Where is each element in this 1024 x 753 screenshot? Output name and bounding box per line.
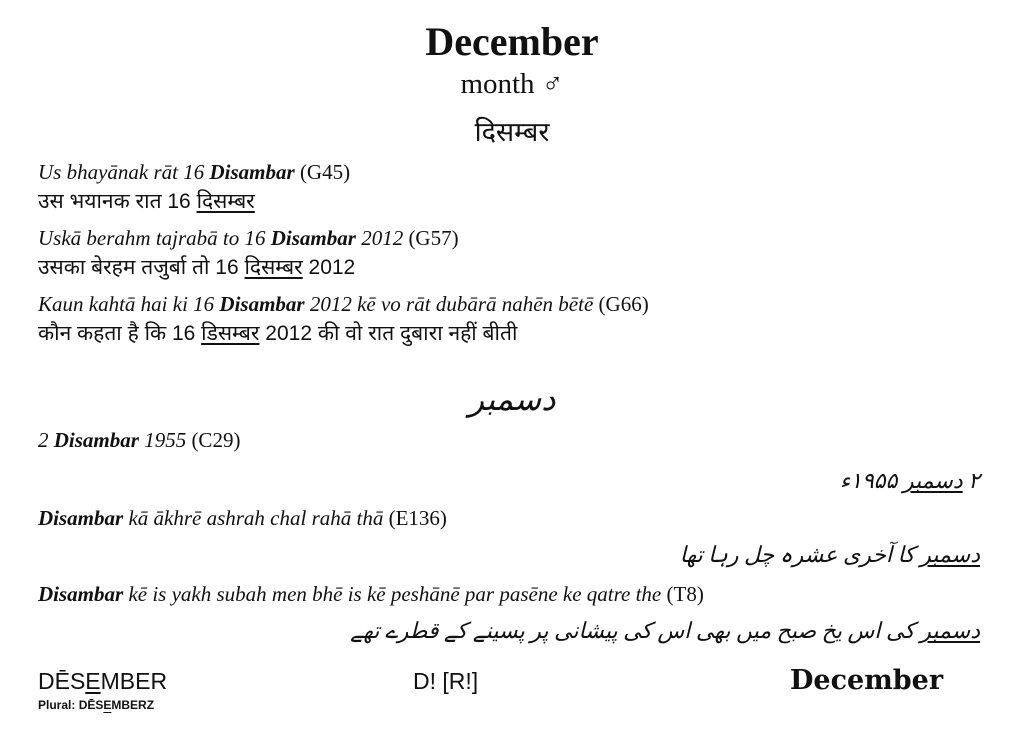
urdu-example-transliteration: Disambar kē is yakh subah men bhē is kē peshānē par pasēne ke qatre the (T8) — [38, 582, 704, 606]
example-devanagari: कौन कहता है कि 16 डिसम्बर 2012 की वो रात दुबारा नहीं बीती — [38, 322, 518, 345]
urdu-example-text: دسمبر کی اس یخ صبح میں بھی اس کی پیشانی پر پسینے کے قطرے تھے — [350, 618, 980, 643]
headword: December — [425, 19, 599, 64]
blackletter-word: December — [790, 665, 944, 696]
urdu-headword: دسمبر — [468, 381, 556, 417]
devanagari-headword: दिसम्बर — [474, 117, 550, 147]
example-devanagari: उस भयानक रात 16 दिसम्बर — [38, 190, 255, 213]
pronunciation: D! [R!] — [413, 668, 479, 694]
part-of-speech: month ♂ — [460, 68, 564, 100]
urdu-example-text: ۲ دسمبر ۱۹۵۵ء — [839, 468, 980, 493]
example-devanagari: उसका बेरहम तजुर्बा तो 16 दिसम्बर 2012 — [38, 256, 356, 279]
plural-spelling: Plural: DĒSEMBERZ — [38, 698, 155, 712]
urdu-example-text: دسمبر کا آخری عشرہ چل رہا تھا — [679, 542, 980, 567]
urdu-example-transliteration: Disambar kā ākhrē ashrah chal rahā thā (E136) — [38, 506, 447, 530]
example-transliteration: Uskā berahm tajrabā to 16 Disambar 2012 (G57) — [38, 226, 459, 250]
example-transliteration: Kaun kahtā hai ki 16 Disambar 2012 kē vo rāt dubārā nahēn bētē (G66) — [38, 292, 649, 316]
urdu-example-transliteration: 2 Disambar 1955 (C29) — [38, 428, 241, 452]
example-transliteration: Us bhayānak rāt 16 Disambar (G45) — [38, 160, 351, 184]
english-spelling: DĒSEMBER — [38, 668, 168, 694]
